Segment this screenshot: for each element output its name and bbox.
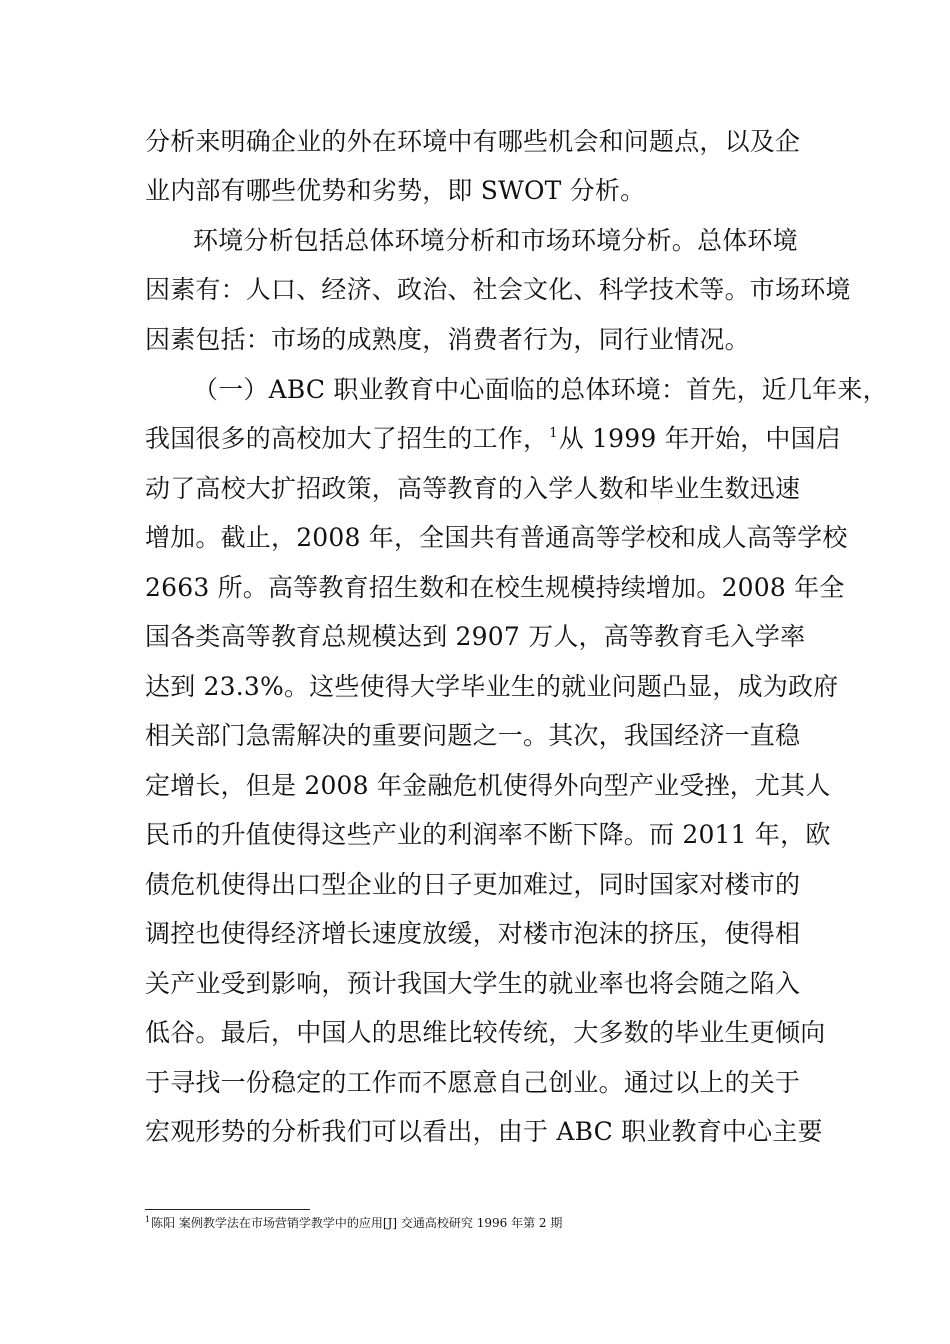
paragraph-line: 调控也使得经济增长速度放缓，对楼市泡沫的挤压，使得相 xyxy=(145,919,801,948)
paragraph-line: 国各类高等教育总规模达到 2907 万人，高等教育毛入学率 xyxy=(145,622,806,651)
paragraph-line: 关产业受到影响，预计我国大学生的就业率也将会随之陷入 xyxy=(145,969,801,998)
line-text-before-footnote: 我国很多的高校加大了招生的工作， xyxy=(145,424,549,453)
paragraph-line: 环境分析包括总体环境分析和市场环境分析。总体环境 xyxy=(193,226,798,255)
paragraph-line: （一）ABC 职业教育中心面临的总体环境：首先，近几年来， xyxy=(193,375,888,404)
paragraph-line: 达到 23.3%。这些使得大学毕业生的就业问题凸显，成为政府 xyxy=(145,672,839,701)
paragraph-line: 相关部门急需解决的重要问题之一。其次，我国经济一直稳 xyxy=(145,721,801,750)
paragraph-line-with-footnote-marker xyxy=(145,419,842,459)
footnote-marker: 1 xyxy=(145,1215,151,1224)
paragraph-line: 债危机使得出口型企业的日子更加难过，同时国家对楼市的 xyxy=(145,870,801,899)
footnote xyxy=(145,1214,845,1234)
paragraph-line: 宏观形势的分析我们可以看出，由于 ABC 职业教育中心主要 xyxy=(145,1117,823,1146)
paragraph-line: 增加。截止，2008 年，全国共有普通高等学校和成人高等学校 xyxy=(145,523,848,552)
paragraph-line: 分析来明确企业的外在环境中有哪些机会和问题点，以及企 xyxy=(145,127,801,156)
paragraph-line: 动了高校大扩招政策，高等教育的入学人数和毕业生数迅速 xyxy=(145,474,801,503)
paragraph-line: 业内部有哪些优势和劣势，即 SWOT 分析。 xyxy=(145,176,646,205)
paragraph-line: 民币的升值使得这些产业的利润率不断下降。而 2011 年，欧 xyxy=(145,820,831,849)
paragraph-line: 于寻找一份稳定的工作而不愿意自己创业。通过以上的关于 xyxy=(145,1068,801,1097)
line-text-after-footnote: 从 1999 年开始，中国启 xyxy=(558,424,842,453)
footnote-reference: 1 xyxy=(549,426,558,441)
paragraph-line: 因素包括：市场的成熟度，消费者行为，同行业情况。 xyxy=(145,325,750,354)
paragraph-line: 定增长，但是 2008 年金融危机使得外向型产业受挫，尤其人 xyxy=(145,771,831,800)
paragraph-line: 因素有：人口、经济、政治、社会文化、科学技术等。市场环境 xyxy=(145,275,851,304)
paragraph-line: 2663 所。高等教育招生数和在校生规模持续增加。2008 年全 xyxy=(145,573,845,602)
footnote-separator xyxy=(145,1209,310,1210)
footnote-text: 陈阳 案例教学法在市场营销学教学中的应用[J] 交通高校研究 1996 年第 2 期 xyxy=(151,1216,563,1230)
paragraph-line: 低谷。最后，中国人的思维比较传统，大多数的毕业生更倾向 xyxy=(145,1018,826,1047)
